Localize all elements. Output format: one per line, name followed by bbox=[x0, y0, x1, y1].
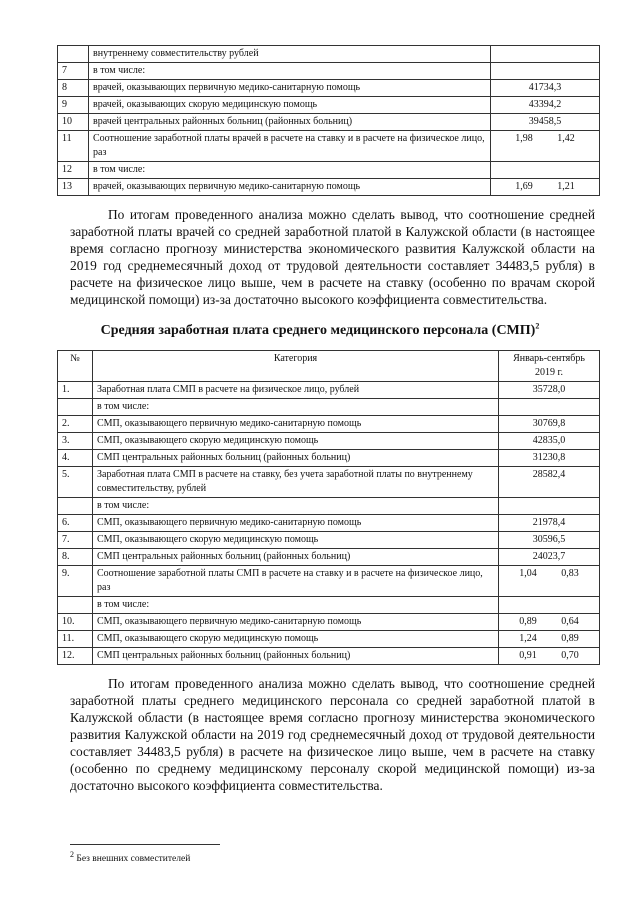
header-period: Январь-сентябрь 2019 г. bbox=[499, 351, 600, 382]
footnote bbox=[70, 849, 640, 865]
row-value bbox=[499, 614, 600, 631]
row-number: 2. bbox=[58, 416, 93, 433]
row-number: 12. bbox=[58, 648, 93, 665]
row-number: 1. bbox=[58, 382, 93, 399]
table-row bbox=[58, 97, 600, 114]
row-number: 4. bbox=[58, 450, 93, 467]
row-category: в том числе: bbox=[93, 399, 499, 416]
row-value bbox=[491, 114, 600, 131]
value: 35728,0 bbox=[532, 384, 566, 395]
row-category: СМП центральных районных больниц (районных больниц) bbox=[93, 450, 499, 467]
table-row bbox=[58, 382, 600, 399]
table-row bbox=[58, 515, 600, 532]
table-row bbox=[58, 131, 600, 162]
heading-text: Средняя заработная плата среднего медицинского персонала (СМП) bbox=[100, 323, 536, 338]
value: 41734,3 bbox=[528, 82, 562, 93]
row-number: 7 bbox=[58, 63, 89, 80]
row-value bbox=[499, 549, 600, 566]
value: 28582,4 bbox=[532, 469, 566, 480]
table-row bbox=[58, 631, 600, 648]
row-value bbox=[491, 63, 600, 80]
table-row bbox=[58, 614, 600, 631]
row-category: СМП, оказывающего первичную медико-санитарную помощь bbox=[93, 515, 499, 532]
table-row bbox=[58, 399, 600, 416]
row-number bbox=[58, 498, 93, 515]
value: 31230,8 bbox=[532, 452, 566, 463]
section-heading bbox=[0, 322, 640, 340]
row-number bbox=[58, 399, 93, 416]
row-category: СМП центральных районных больниц (районных больниц) bbox=[93, 549, 499, 566]
table-row bbox=[58, 114, 600, 131]
row-value bbox=[499, 433, 600, 450]
table-row bbox=[58, 467, 600, 498]
value-individual: 1,21 bbox=[557, 181, 575, 192]
row-category: внутреннему совместительству рублей bbox=[89, 46, 491, 63]
row-category: СМП, оказывающего скорую медицинскую помощь bbox=[93, 532, 499, 549]
doctors-salary-table bbox=[57, 45, 600, 196]
row-category: врачей центральных районных больниц (районных больниц) bbox=[89, 114, 491, 131]
row-category: в том числе: bbox=[93, 597, 499, 614]
row-number bbox=[58, 46, 89, 63]
table-header-row bbox=[58, 351, 600, 382]
row-category: СМП, оказывающего первичную медико-санитарную помощь bbox=[93, 416, 499, 433]
row-number: 9. bbox=[58, 566, 93, 597]
row-value bbox=[499, 566, 600, 597]
table-row bbox=[58, 162, 600, 179]
value: 42835,0 bbox=[532, 435, 566, 446]
value-rate: 1,04 bbox=[519, 568, 537, 579]
row-value bbox=[491, 80, 600, 97]
value-rate: 1,98 bbox=[515, 133, 533, 144]
row-category: СМП, оказывающего скорую медицинскую помощь bbox=[93, 631, 499, 648]
row-category: врачей, оказывающих скорую медицинскую помощь bbox=[89, 97, 491, 114]
footnote-text: Без внешних совместителей bbox=[76, 854, 191, 864]
value: 43394,2 bbox=[528, 99, 562, 110]
row-value bbox=[499, 416, 600, 433]
value: 30596,5 bbox=[532, 534, 566, 545]
row-number: 13 bbox=[58, 179, 89, 196]
value-individual: 0,89 bbox=[561, 633, 579, 644]
row-value bbox=[491, 97, 600, 114]
row-category: СМП центральных районных больниц (районных больниц) bbox=[93, 648, 499, 665]
table-row bbox=[58, 450, 600, 467]
row-number: 8 bbox=[58, 80, 89, 97]
row-value bbox=[499, 532, 600, 549]
row-number: 11 bbox=[58, 131, 89, 162]
row-category: Соотношение заработной платы врачей в расчете на ставку и в расчете на физическое лицо, раз bbox=[89, 131, 491, 162]
table-row bbox=[58, 179, 600, 196]
row-number: 6. bbox=[58, 515, 93, 532]
value-individual: 1,42 bbox=[557, 133, 575, 144]
table-row bbox=[58, 63, 600, 80]
value: 39458,5 bbox=[528, 116, 562, 127]
row-number: 3. bbox=[58, 433, 93, 450]
row-number: 11. bbox=[58, 631, 93, 648]
row-number: 9 bbox=[58, 97, 89, 114]
table-row bbox=[58, 648, 600, 665]
table-row bbox=[58, 80, 600, 97]
row-category: Заработная плата СМП в расчете на физическое лицо, рублей bbox=[93, 382, 499, 399]
header-number: № bbox=[58, 351, 93, 382]
row-value bbox=[491, 162, 600, 179]
value-individual: 0,70 bbox=[561, 650, 579, 661]
row-value bbox=[499, 467, 600, 498]
value-individual: 0,83 bbox=[561, 568, 579, 579]
row-category: врачей, оказывающих первичную медико-санитарную помощь bbox=[89, 179, 491, 196]
table-row bbox=[58, 532, 600, 549]
row-value bbox=[499, 597, 600, 614]
table-row bbox=[58, 566, 600, 597]
nurses-salary-table bbox=[57, 350, 600, 665]
row-number: 12 bbox=[58, 162, 89, 179]
footnote-mark: 2 bbox=[70, 849, 74, 859]
table-row bbox=[58, 549, 600, 566]
value-rate: 0,91 bbox=[519, 650, 537, 661]
value-rate: 1,24 bbox=[519, 633, 537, 644]
value-rate: 1,69 bbox=[515, 181, 533, 192]
header-category: Категория bbox=[93, 351, 499, 382]
row-category: в том числе: bbox=[89, 162, 491, 179]
value: 30769,8 bbox=[532, 418, 566, 429]
value: 24023,7 bbox=[532, 551, 566, 562]
row-number: 10 bbox=[58, 114, 89, 131]
row-value bbox=[499, 631, 600, 648]
row-value bbox=[499, 515, 600, 532]
row-value bbox=[491, 46, 600, 63]
row-value bbox=[499, 450, 600, 467]
row-number: 8. bbox=[58, 549, 93, 566]
table-row bbox=[58, 498, 600, 515]
row-number bbox=[58, 597, 93, 614]
table-row bbox=[58, 416, 600, 433]
row-category: Соотношение заработной платы СМП в расчете на ставку и в расчете на физическое лицо, раз bbox=[93, 566, 499, 597]
row-value bbox=[491, 131, 600, 162]
table-row bbox=[58, 46, 600, 63]
value: 21978,4 bbox=[532, 517, 566, 528]
row-category: в том числе: bbox=[89, 63, 491, 80]
value-rate: 0,89 bbox=[519, 616, 537, 627]
conclusion-paragraph-nurses: По итогам проведенного анализа можно сделать вывод, что соотношение средней заработной платы среднего медицинского персонала со средней заработной платой в Калужской области (в настоящее время согласно прогнозу министерства экономического развития Калужской области на 2019 год среднемесячный доход от трудовой деятельности составляет 34483,5 рубля) в расчете на физическое лицо выше, чем в расчете на ставку (особенно по среднему медицинскому персоналу скорой медицинской помощи) из-за достаточно высокого коэффициента совместительства. bbox=[70, 676, 595, 793]
row-category: СМП, оказывающего первичную медико-санитарную помощь bbox=[93, 614, 499, 631]
row-value bbox=[499, 498, 600, 515]
row-category: Заработная плата СМП в расчете на ставку, без учета заработной платы по внутреннему совместительству, рублей bbox=[93, 467, 499, 498]
table-row bbox=[58, 433, 600, 450]
row-category: врачей, оказывающих первичную медико-санитарную помощь bbox=[89, 80, 491, 97]
row-value bbox=[499, 648, 600, 665]
conclusion-paragraph-doctors: По итогам проведенного анализа можно сделать вывод, что соотношение средней заработной платы врачей со средней заработной платой в Калужской области (в настоящее время согласно прогнозу министерства экономического развития Калужской области на 2019 год среднемесячный доход от трудовой деятельности составляет 34483,5 рубля) в расчете на физическое лицо выше, чем в расчете на ставку (особенно по врачам скорой медицинской помощи) из-за достаточно высокого коэффициента совместительства. bbox=[70, 207, 595, 307]
row-number: 5. bbox=[58, 467, 93, 498]
row-value bbox=[499, 382, 600, 399]
row-number: 7. bbox=[58, 532, 93, 549]
footnote-ref: 2 bbox=[535, 321, 540, 331]
row-number: 10. bbox=[58, 614, 93, 631]
table-row bbox=[58, 597, 600, 614]
footnote-divider bbox=[70, 844, 220, 845]
row-value bbox=[499, 399, 600, 416]
row-category: в том числе: bbox=[93, 498, 499, 515]
row-category: СМП, оказывающего скорую медицинскую помощь bbox=[93, 433, 499, 450]
row-value bbox=[491, 179, 600, 196]
value-individual: 0,64 bbox=[561, 616, 579, 627]
